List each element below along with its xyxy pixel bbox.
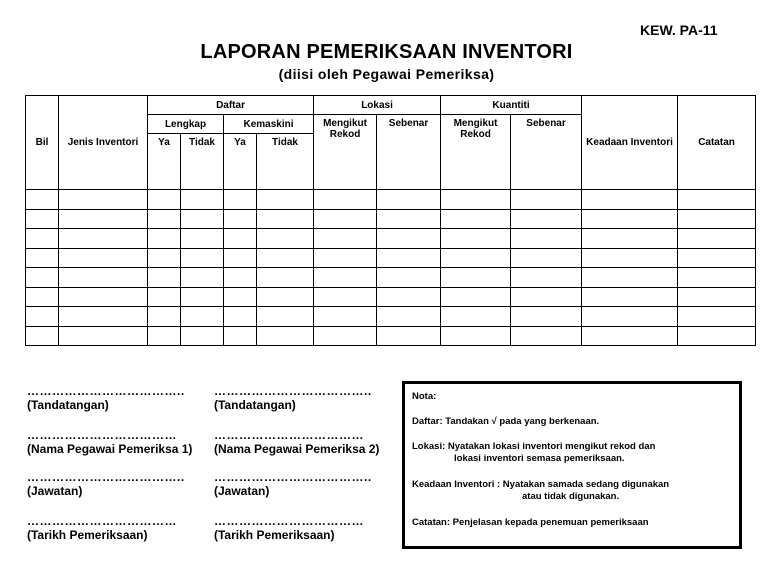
- table-cell: [377, 209, 441, 229]
- table-cell: [257, 248, 314, 268]
- table-cell: [441, 209, 511, 229]
- col-keadaan: Keadaan Inventori: [582, 96, 678, 190]
- table-cell: [257, 287, 314, 307]
- table-cell: [314, 326, 377, 346]
- form-code: KEW. PA-11: [640, 22, 718, 38]
- table-cell: [59, 268, 148, 288]
- col-kemaskini-ya: Ya: [224, 134, 257, 190]
- table-cell: [181, 287, 224, 307]
- signature-label: (Tandatangan): [27, 398, 109, 412]
- table-cell: [441, 248, 511, 268]
- table-cell: [678, 209, 756, 229]
- nota-catatan: Catatan: Penjelasan kepada penemuan pemeriksaan: [412, 517, 649, 528]
- signature-label: (Nama Pegawai Pemeriksa 2): [214, 442, 380, 456]
- table-row: [26, 209, 756, 229]
- signature-dots: ………………………………: [214, 514, 364, 528]
- col-jenis: Jenis Inventori: [59, 96, 148, 190]
- signature-dots: ………………………………..: [27, 470, 185, 484]
- table-cell: [26, 307, 59, 327]
- table-cell: [377, 326, 441, 346]
- col-daftar: Daftar: [148, 96, 314, 115]
- col-kuantiti-mengikut-rekod: Mengikut Rekod: [441, 115, 511, 190]
- table-row: [26, 229, 756, 249]
- table-cell: [441, 287, 511, 307]
- table-cell: [678, 268, 756, 288]
- col-kemaskini: Kemaskini: [224, 115, 314, 134]
- table-row: [26, 307, 756, 327]
- nota-lokasi-line-1: Lokasi: Nyatakan lokasi inventori mengikut rekod dan: [412, 441, 656, 452]
- nota-lokasi-line-2: lokasi inventori semasa pemeriksaan.: [454, 453, 625, 464]
- table-cell: [678, 190, 756, 210]
- table-row: [26, 248, 756, 268]
- table-cell: [181, 248, 224, 268]
- inventory-table: [25, 95, 756, 346]
- table-cell: [511, 326, 582, 346]
- signature-dots: ………………………………: [27, 428, 177, 442]
- table-cell: [148, 190, 181, 210]
- table-cell: [441, 190, 511, 210]
- table-cell: [224, 229, 257, 249]
- signature-label: (Nama Pegawai Pemeriksa 1): [27, 442, 193, 456]
- table-cell: [181, 190, 224, 210]
- table-cell: [181, 326, 224, 346]
- table-cell: [181, 268, 224, 288]
- table-cell: [511, 268, 582, 288]
- table-cell: [26, 248, 59, 268]
- table-cell: [257, 307, 314, 327]
- table-cell: [377, 268, 441, 288]
- table-cell: [148, 248, 181, 268]
- table-cell: [441, 326, 511, 346]
- table-cell: [441, 229, 511, 249]
- table-cell: [26, 326, 59, 346]
- table-cell: [148, 209, 181, 229]
- table-cell: [441, 307, 511, 327]
- table-cell: [59, 248, 148, 268]
- col-lokasi-mengikut-rekod: Mengikut Rekod: [314, 115, 377, 190]
- table-cell: [181, 229, 224, 249]
- table-cell: [26, 209, 59, 229]
- table-cell: [26, 190, 59, 210]
- table-cell: [148, 268, 181, 288]
- table-cell: [59, 229, 148, 249]
- table-cell: [582, 268, 678, 288]
- signature-line: [214, 386, 372, 412]
- table-cell: [511, 209, 582, 229]
- signature-line: [214, 472, 372, 498]
- table-cell: [314, 209, 377, 229]
- nota-heading: Nota:: [412, 391, 437, 402]
- table-cell: [59, 209, 148, 229]
- signature-line: [27, 472, 185, 498]
- col-lokasi-sebenar: Sebenar: [377, 115, 441, 190]
- table-cell: [26, 229, 59, 249]
- table-cell: [314, 229, 377, 249]
- table-cell: [26, 268, 59, 288]
- table-cell: [148, 287, 181, 307]
- signature-label: (Tandatangan): [214, 398, 296, 412]
- table-cell: [59, 326, 148, 346]
- table-cell: [314, 307, 377, 327]
- table-cell: [314, 287, 377, 307]
- col-kuantiti: Kuantiti: [441, 96, 582, 115]
- table-cell: [377, 307, 441, 327]
- table-cell: [582, 190, 678, 210]
- col-lengkap-ya: Ya: [148, 134, 181, 190]
- table-cell: [224, 248, 257, 268]
- table-cell: [224, 287, 257, 307]
- table-cell: [181, 307, 224, 327]
- signature-line: [214, 516, 364, 542]
- nota-keadaan-line-2: atau tidak digunakan.: [522, 491, 620, 502]
- table-cell: [314, 268, 377, 288]
- page-subtitle: (diisi oleh Pegawai Pemeriksa): [278, 66, 495, 82]
- page-title: LAPORAN PEMERIKSAAN INVENTORI: [200, 41, 573, 63]
- table-cell: [59, 307, 148, 327]
- signature-dots: ………………………………: [214, 428, 364, 442]
- table-cell: [224, 268, 257, 288]
- nota-box: [402, 381, 742, 549]
- signature-line: [214, 430, 379, 456]
- table-row: [26, 190, 756, 210]
- signature-label: (Jawatan): [214, 484, 270, 498]
- signature-dots: ………………………………..: [214, 470, 372, 484]
- signature-label: (Tarikh Pemeriksaan): [214, 528, 335, 542]
- table-cell: [678, 307, 756, 327]
- table-cell: [511, 190, 582, 210]
- table-cell: [59, 287, 148, 307]
- table-cell: [314, 190, 377, 210]
- table-cell: [224, 190, 257, 210]
- table-row: [26, 287, 756, 307]
- table-cell: [582, 307, 678, 327]
- table-cell: [257, 190, 314, 210]
- table-cell: [511, 229, 582, 249]
- signature-line: [27, 430, 192, 456]
- table-cell: [257, 209, 314, 229]
- table-cell: [148, 326, 181, 346]
- table-cell: [26, 287, 59, 307]
- table-cell: [224, 209, 257, 229]
- signature-dots: ………………………………..: [27, 384, 185, 398]
- col-bil: Bil: [26, 96, 59, 190]
- table-cell: [148, 229, 181, 249]
- table-cell: [377, 190, 441, 210]
- col-catatan: Catatan: [678, 96, 756, 190]
- table-cell: [224, 307, 257, 327]
- table-cell: [148, 307, 181, 327]
- table-cell: [678, 326, 756, 346]
- nota-keadaan-line-1: Keadaan Inventori : Nyatakan samada sedang digunakan: [412, 479, 670, 490]
- table-cell: [377, 287, 441, 307]
- table-row: [26, 268, 756, 288]
- table-cell: [224, 326, 257, 346]
- table-cell: [59, 190, 148, 210]
- table-cell: [582, 248, 678, 268]
- table-cell: [582, 229, 678, 249]
- col-lokasi: Lokasi: [314, 96, 441, 115]
- signature-line: [27, 386, 185, 412]
- col-lengkap: Lengkap: [148, 115, 224, 134]
- table-cell: [377, 248, 441, 268]
- signature-label: (Tarikh Pemeriksaan): [27, 528, 148, 542]
- table-cell: [582, 209, 678, 229]
- col-kemaskini-tidak: Tidak: [257, 134, 314, 190]
- signature-line: [27, 516, 177, 542]
- table-cell: [377, 229, 441, 249]
- table-row: [26, 326, 756, 346]
- table-cell: [314, 248, 377, 268]
- col-lengkap-tidak: Tidak: [181, 134, 224, 190]
- table-cell: [441, 268, 511, 288]
- table-cell: [257, 229, 314, 249]
- table-cell: [582, 326, 678, 346]
- table-cell: [678, 248, 756, 268]
- table-cell: [511, 287, 582, 307]
- table-cell: [582, 287, 678, 307]
- signature-dots: ………………………………..: [214, 384, 372, 398]
- table-cell: [257, 326, 314, 346]
- table-cell: [511, 307, 582, 327]
- signature-dots: ………………………………: [27, 514, 177, 528]
- table-cell: [511, 248, 582, 268]
- table-cell: [257, 268, 314, 288]
- table-cell: [678, 229, 756, 249]
- signature-label: (Jawatan): [27, 484, 83, 498]
- table-cell: [181, 209, 224, 229]
- col-kuantiti-sebenar: Sebenar: [511, 115, 582, 190]
- nota-daftar: Daftar: Tandakan √ pada yang berkenaan.: [412, 416, 600, 427]
- table-cell: [678, 287, 756, 307]
